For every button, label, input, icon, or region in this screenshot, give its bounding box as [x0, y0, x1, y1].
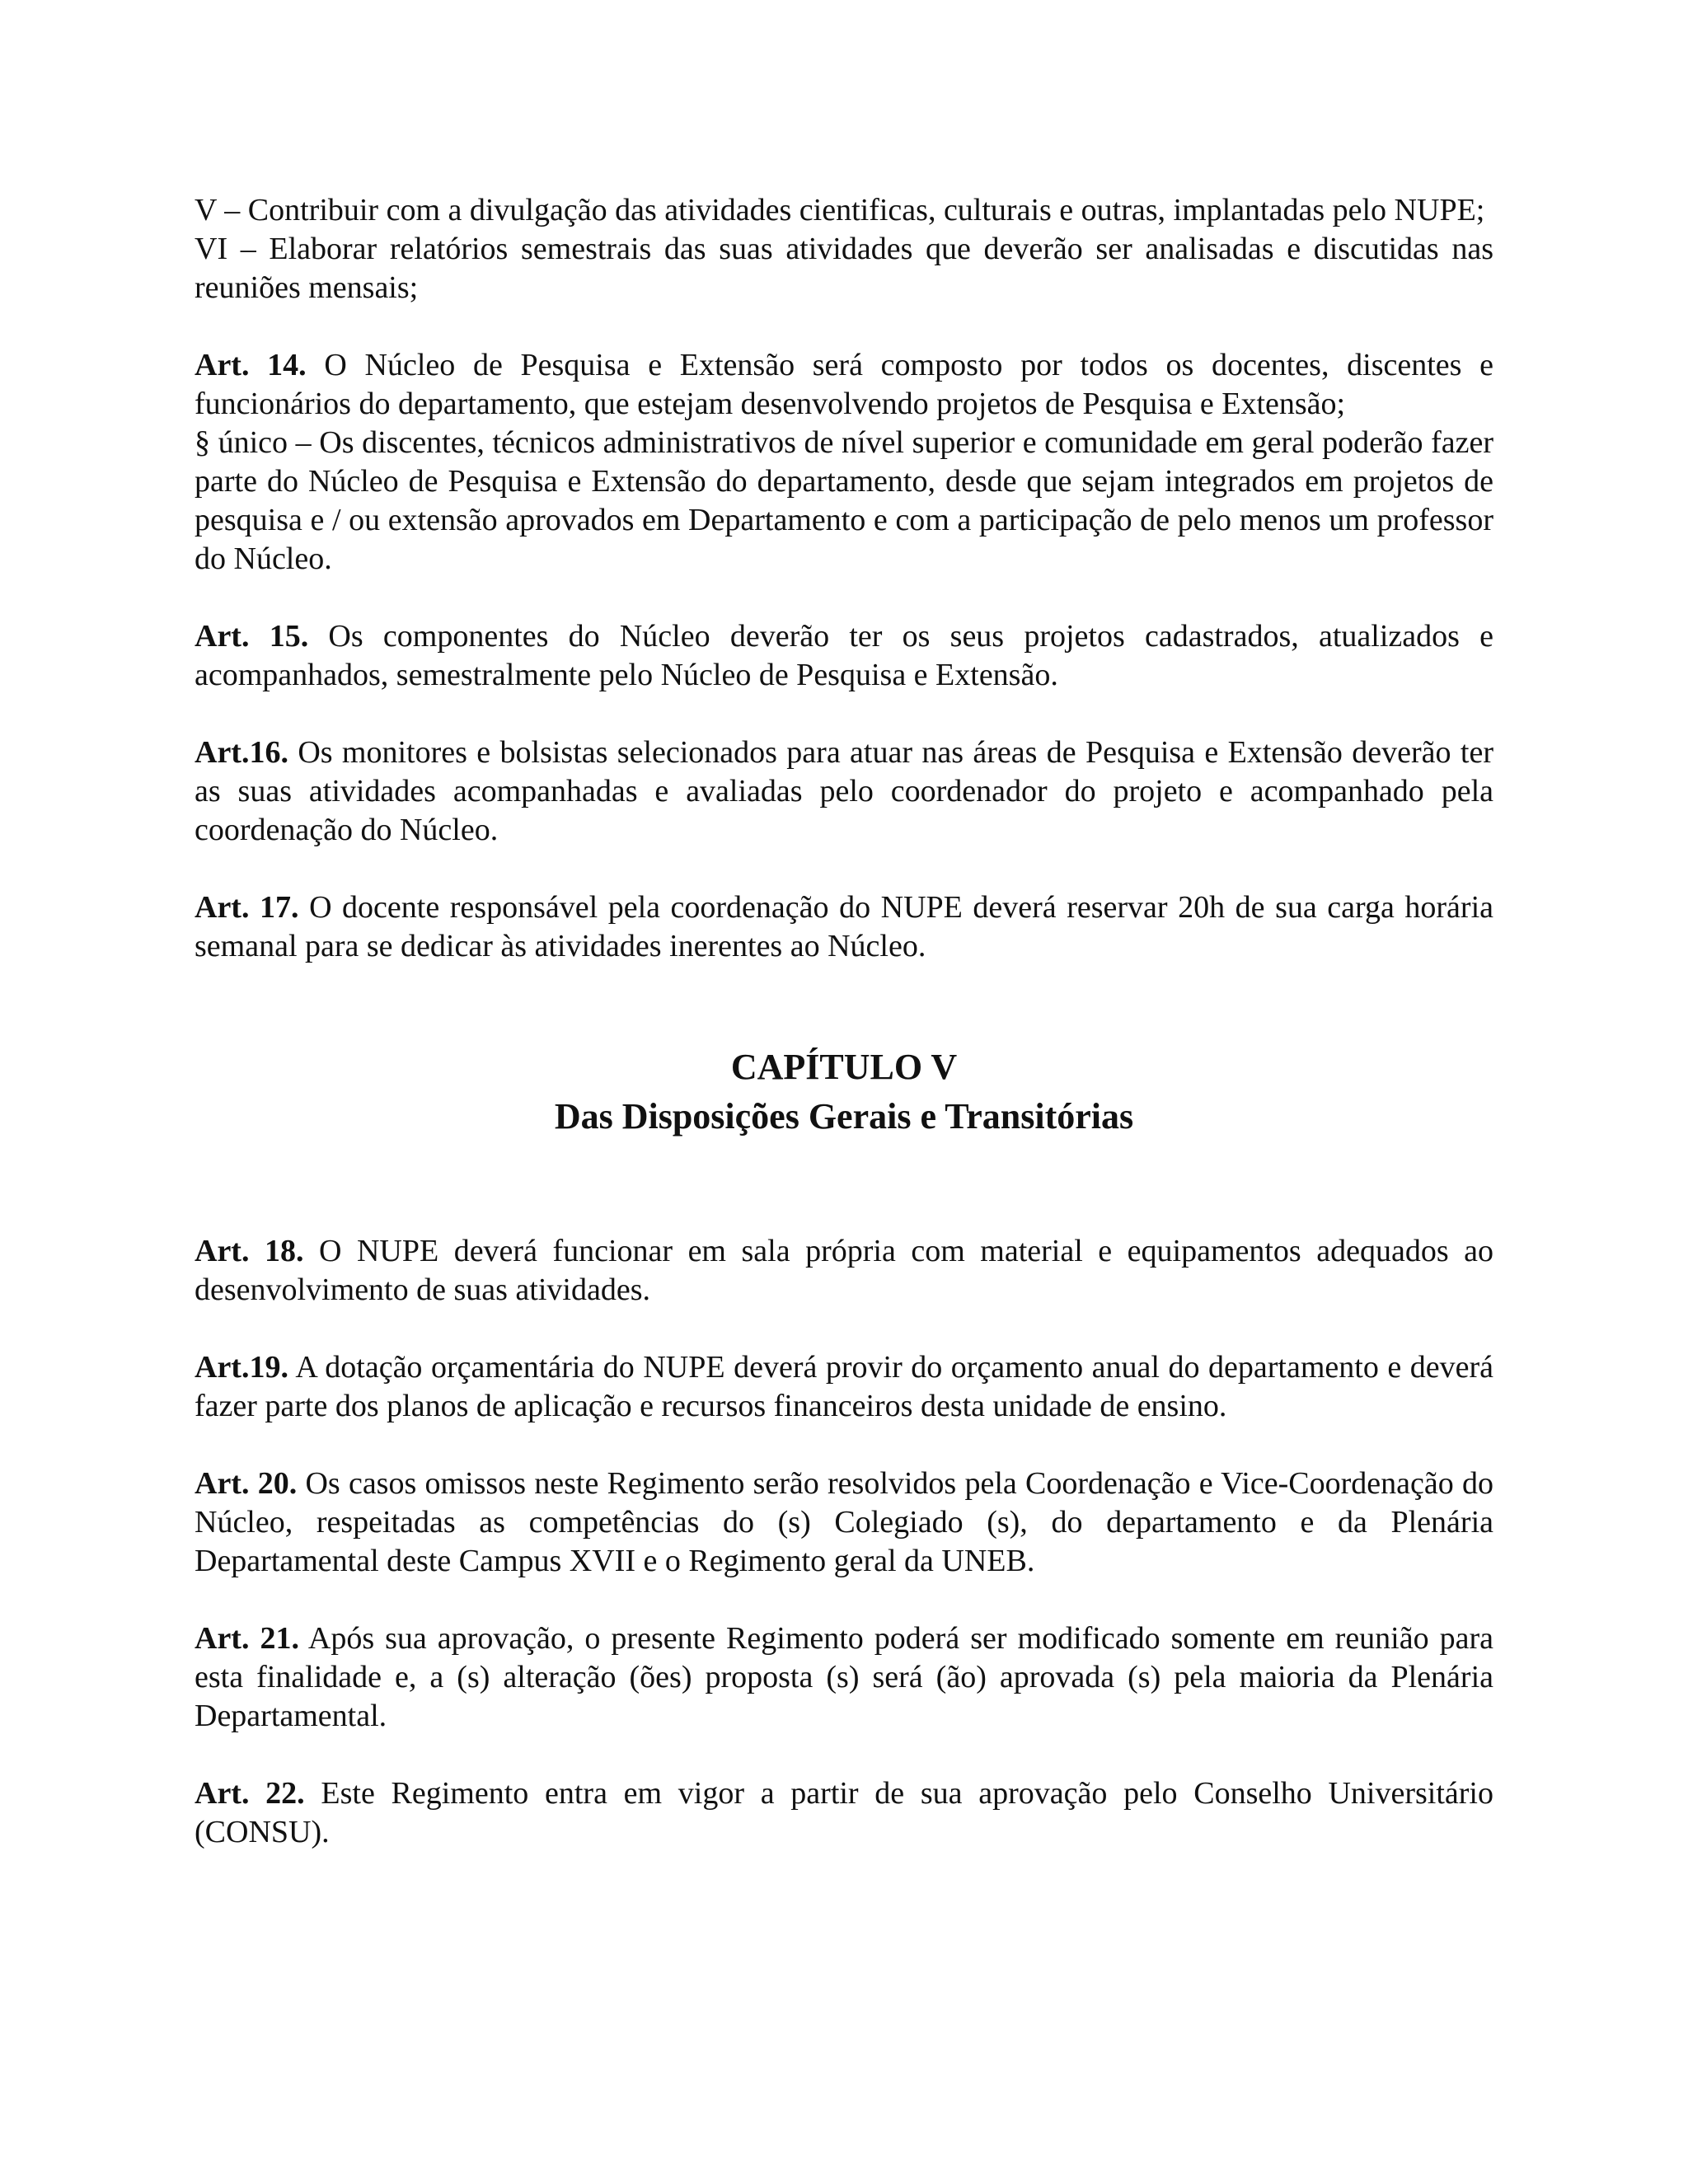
article-17-text	[195, 888, 1493, 966]
article-16	[195, 733, 1493, 850]
article-22-label: Art. 22.	[195, 1776, 305, 1811]
article-15	[195, 617, 1493, 695]
item-vi: VI – Elaborar relatórios semestrais das suas atividades que deverão ser analisadas e discutidas nas reuniões mensais;	[195, 232, 1493, 305]
article-16-text	[195, 733, 1493, 850]
article-17	[195, 888, 1493, 966]
article-22-text	[195, 1774, 1493, 1852]
article-19	[195, 1348, 1493, 1426]
article-22-body: Este Regimento entra em vigor a partir de sua aprovação pelo Conselho Universitário (CONSU).	[195, 1776, 1493, 1849]
chapter-heading	[195, 1043, 1493, 1141]
article-15-text	[195, 617, 1493, 695]
chapter-title: CAPÍTULO V	[730, 1047, 958, 1087]
article-16-body: Os monitores e bolsistas selecionados para atuar nas áreas de Pesquisa e Extensão deverão ter as suas atividades acompanhadas e avaliadas pelo coordenador do projeto e acompanhado pela coordenação do Núcleo.	[195, 735, 1493, 847]
article-14-text	[195, 346, 1493, 424]
article-20-body: Os casos omissos neste Regimento serão resolvidos pela Coordenação e Vice-Coordenação do Núcleo, respeitadas as competências do (s) Colegiado (s), do departamento e da Plenária Departamental deste Campus XVII e o Regimento geral da UNEB.	[195, 1466, 1493, 1578]
article-20-label: Art. 20.	[195, 1466, 298, 1501]
article-22	[195, 1774, 1493, 1852]
article-14-body: O Núcleo de Pesquisa e Extensão será composto por todos os docentes, discentes e funcionários do departamento, que estejam desenvolvendo projetos de Pesquisa e Extensão;	[195, 348, 1494, 421]
article-19-body: A dotação orçamentária do NUPE deverá provir do orçamento anual do departamento e deverá fazer parte dos planos de aplicação e recursos financeiros desta unidade de ensino.	[195, 1350, 1493, 1423]
items-block	[195, 191, 1493, 307]
article-21-body: Após sua aprovação, o presente Regimento poderá ser modificado somente em reunião para esta finalidade e, a (s) alteração (ões) proposta (s) será (ão) aprovada (s) pela maioria da Plenária Departamental.	[195, 1621, 1494, 1733]
article-18-body: O NUPE deverá funcionar em sala própria com material e equipamentos adequados ao desenvolvimento de suas atividades.	[195, 1234, 1493, 1307]
article-21-label: Art. 21.	[195, 1621, 299, 1656]
article-18-label: Art. 18.	[195, 1234, 304, 1268]
article-17-label: Art. 17.	[195, 890, 299, 925]
article-15-body: Os componentes do Núcleo deverão ter os seus projetos cadastrados, atualizados e acompanhados, semestralmente pelo Núcleo de Pesquisa e Extensão.	[195, 619, 1493, 692]
article-21	[195, 1619, 1493, 1736]
article-19-label: Art.19.	[195, 1350, 288, 1385]
article-14	[195, 346, 1493, 579]
article-17-body: O docente responsável pela coordenação do NUPE deverá reservar 20h de sua carga horária semanal para se dedicar às atividades inerentes ao Núcleo.	[195, 890, 1493, 963]
article-19-text	[195, 1348, 1493, 1426]
article-20	[195, 1465, 1493, 1581]
article-21-text	[195, 1619, 1493, 1736]
item-v: V – Contribuir com a divulgação das atividades cientificas, culturais e outras, implantadas pelo NUPE;	[195, 193, 1485, 227]
article-14-paragraph: § único – Os discentes, técnicos administrativos de nível superior e comunidade em geral poderão fazer parte do Núcleo de Pesquisa e Extensão do departamento, desde que sejam integrados em projetos de pesquisa e / ou extensão aprovados em Departamento e com a participação de pelo menos um professor do Núcleo.	[195, 425, 1493, 576]
article-18-text	[195, 1232, 1493, 1310]
article-18	[195, 1232, 1493, 1310]
document-page	[195, 191, 1493, 1852]
chapter-subtitle: Das Disposições Gerais e Transitórias	[554, 1096, 1134, 1137]
article-14-label: Art. 14.	[195, 348, 307, 382]
article-16-label: Art.16.	[195, 735, 288, 770]
article-20-text	[195, 1465, 1493, 1581]
article-15-label: Art. 15.	[195, 619, 309, 654]
